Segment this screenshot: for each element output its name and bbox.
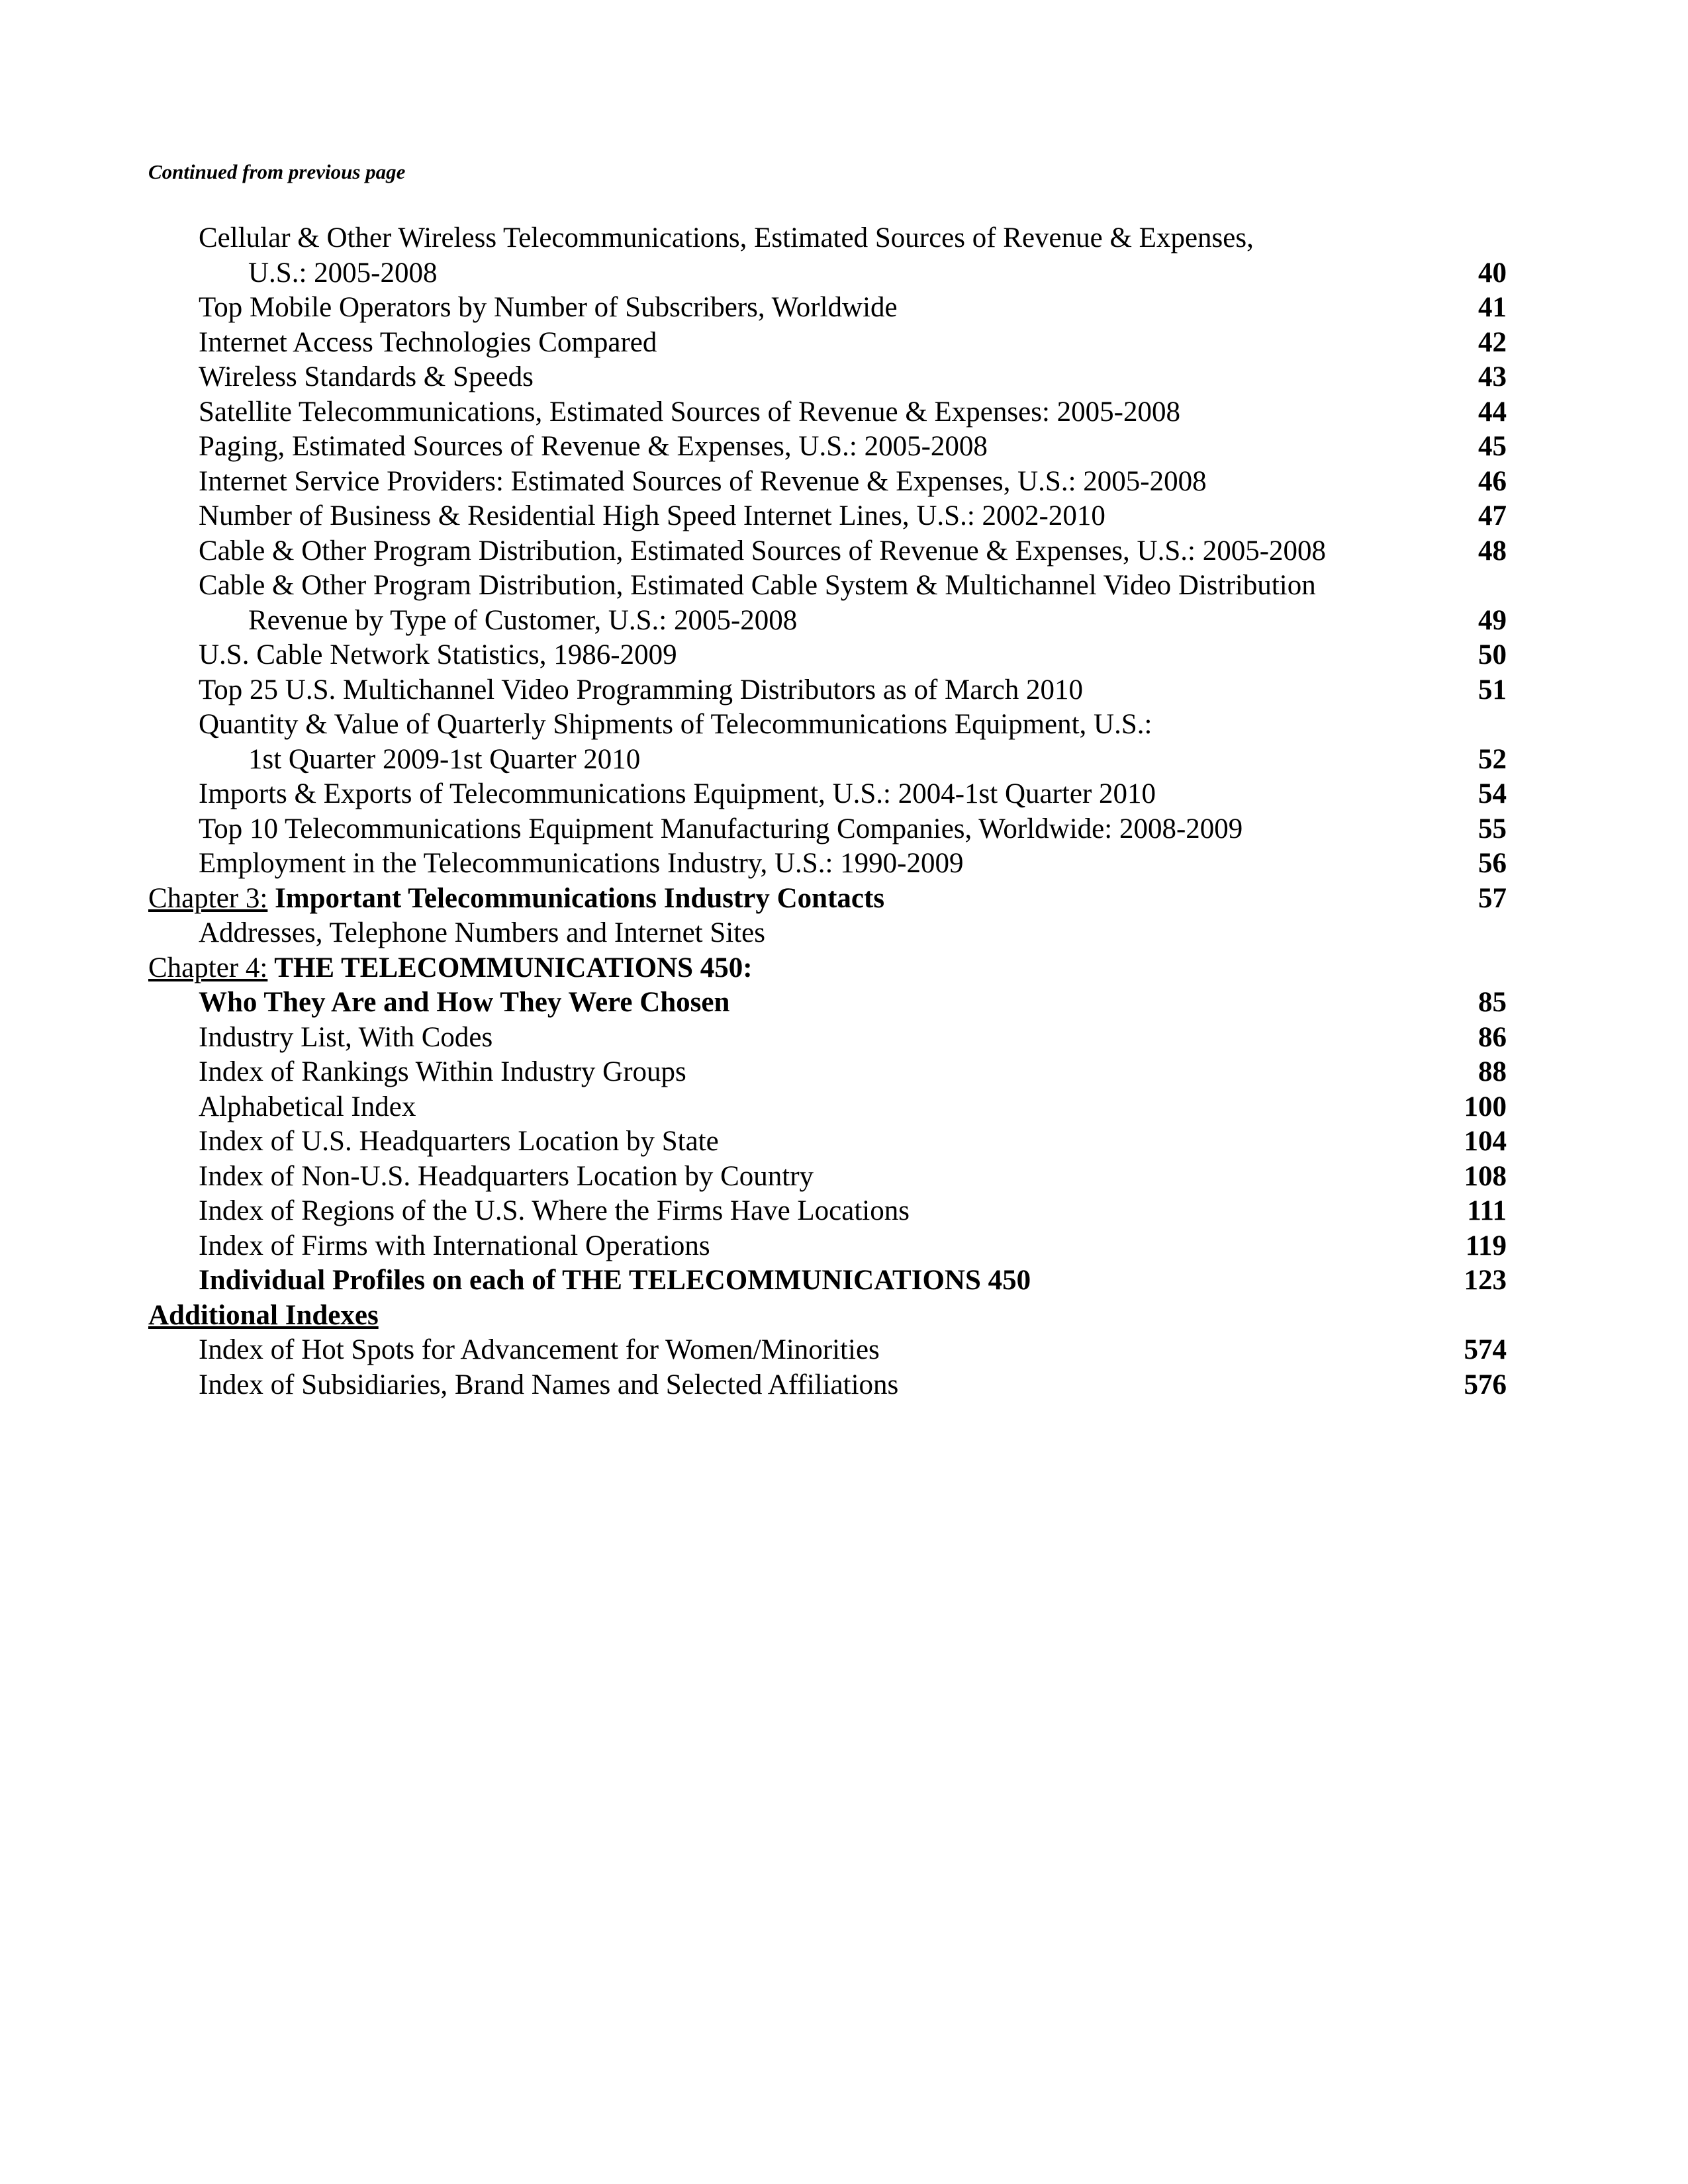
toc-page-number: 86 (1478, 1021, 1507, 1053)
continued-note: Continued from previous page (148, 160, 406, 183)
toc-entry (148, 1124, 1507, 1160)
toc-page-number: 119 (1465, 1230, 1507, 1261)
toc-entry (148, 1229, 1507, 1264)
toc-page-number: 51 (1478, 674, 1507, 705)
toc-entry-text: Wireless Standards & Speeds (199, 361, 534, 392)
toc-entry-text: Individual Profiles on each of THE TELECOMMUNICATIONS 450 (199, 1265, 1031, 1296)
toc-entry-text: Index of Rankings Within Industry Groups (199, 1056, 686, 1087)
toc-page-number: 111 (1467, 1195, 1507, 1226)
toc-entry-text: Top 25 U.S. Multichannel Video Programming Distributors as of March 2010 (199, 674, 1084, 705)
toc-entry (148, 638, 1507, 673)
toc-entry-text: Index of U.S. Headquarters Location by State (199, 1126, 719, 1157)
toc-page-number: 100 (1464, 1091, 1507, 1122)
toc-entry-cellular-cont (148, 256, 1507, 291)
toc-page-number: 50 (1478, 639, 1507, 670)
toc-entry-text: Employment in the Telecommunications Industry, U.S.: 1990-2009 (199, 848, 964, 879)
toc-entry-text: Quantity & Value of Quarterly Shipments of Telecommunications Equipment, U.S.: (199, 709, 1152, 740)
toc-entry-text: Alphabetical Index (199, 1091, 416, 1122)
toc-entry-text: Top 10 Telecommunications Equipment Manufacturing Companies, Worldwide: 2008-2009 (199, 813, 1243, 844)
toc-entry-shipments-cont (148, 743, 1507, 778)
chapter-heading (148, 951, 753, 985)
toc-page-number: 55 (1478, 813, 1507, 844)
chapter-heading (148, 882, 884, 916)
toc-entry-cable-system (148, 569, 1507, 604)
toc-entry-text: Industry List, With Codes (199, 1021, 493, 1053)
toc-entry (148, 499, 1507, 534)
toc-page-number: 45 (1478, 431, 1507, 462)
toc-entry (148, 777, 1507, 812)
toc-entry (148, 326, 1507, 361)
toc-entry-text: Internet Service Providers: Estimated Sources of Revenue & Expenses, U.S.: 2005-2008 (199, 465, 1207, 497)
toc-entry (148, 846, 1507, 882)
toc-entry (148, 430, 1507, 465)
toc-page-number: 104 (1464, 1126, 1507, 1157)
toc-entry-text: Number of Business & Residential High Speed Internet Lines, U.S.: 2002-2010 (199, 500, 1105, 531)
toc-page-number: 123 (1464, 1265, 1507, 1296)
toc-entry-text: Satellite Telecommunications, Estimated Sources of Revenue & Expenses: 2005-2008 (199, 396, 1180, 428)
toc-page-number: 57 (1478, 882, 1507, 914)
toc-page-number: 85 (1478, 987, 1507, 1018)
toc-entry (148, 534, 1507, 569)
toc-entry (148, 395, 1507, 430)
toc-entry (148, 1368, 1507, 1403)
toc-entry-text: Index of Regions of the U.S. Where the Firms Have Locations (199, 1195, 910, 1226)
toc-entry (148, 673, 1507, 708)
table-of-contents (148, 221, 1507, 1402)
toc-entry-text: Index of Subsidiaries, Brand Names and Selected Affiliations (199, 1369, 899, 1400)
toc-entry (148, 1021, 1507, 1056)
toc-entry (148, 1160, 1507, 1195)
toc-chapter-4 (148, 951, 1507, 986)
chapter-title: Important Telecommunications Industry Contacts (267, 882, 885, 914)
toc-entry-cellular (148, 221, 1507, 256)
toc-page-number: 43 (1478, 361, 1507, 392)
toc-entry (148, 812, 1507, 847)
toc-entry (148, 1194, 1507, 1229)
toc-entry-text: Addresses, Telephone Numbers and Internet Sites (199, 917, 765, 948)
toc-page-number: 574 (1464, 1334, 1507, 1365)
toc-entry-shipments (148, 707, 1507, 743)
toc-entry-cable-system-cont (148, 604, 1507, 639)
toc-page-number: 46 (1478, 465, 1507, 497)
toc-entry (148, 985, 1507, 1021)
toc-entry-text: Index of Non-U.S. Headquarters Location by Country (199, 1160, 814, 1192)
chapter-label: Chapter 4: (148, 952, 268, 983)
toc-page-number: 54 (1478, 778, 1507, 809)
toc-page-number: 41 (1478, 292, 1507, 323)
toc-entry (148, 916, 1507, 951)
toc-entry (148, 1090, 1507, 1125)
toc-page-number: 52 (1478, 743, 1507, 775)
toc-page-number: 108 (1464, 1160, 1507, 1192)
toc-entry-text: Who They Are and How They Were Chosen (199, 987, 730, 1018)
toc-page-number: 88 (1478, 1056, 1507, 1087)
toc-page-number: 56 (1478, 848, 1507, 879)
toc-entry-text: Imports & Exports of Telecommunications Equipment, U.S.: 2004-1st Quarter 2010 (199, 778, 1156, 809)
chapter-title: THE TELECOMMUNICATIONS 450: (267, 952, 753, 983)
toc-entry (148, 291, 1507, 326)
toc-entry (148, 360, 1507, 395)
toc-page-number: 40 (1478, 257, 1507, 289)
toc-entry-text: Revenue by Type of Customer, U.S.: 2005-2008 (248, 604, 798, 636)
toc-entry-text: Index of Hot Spots for Advancement for Women/Minorities (199, 1334, 880, 1365)
chapter-label: Chapter 3: (148, 882, 268, 914)
toc-entry-text: Cable & Other Program Distribution, Estimated Sources of Revenue & Expenses, U.S.: 2005-2008 (199, 535, 1327, 567)
toc-additional-indexes (148, 1298, 1507, 1334)
toc-entry (148, 1055, 1507, 1090)
toc-entry (148, 465, 1507, 500)
toc-entry-text: Cable & Other Program Distribution, Estimated Cable System & Multichannel Video Distribution (199, 570, 1316, 601)
toc-chapter-3 (148, 882, 1507, 917)
toc-entry-text: Index of Firms with International Operations (199, 1230, 710, 1261)
section-heading: Additional Indexes (148, 1299, 379, 1331)
toc-entry-text: 1st Quarter 2009-1st Quarter 2010 (248, 743, 641, 775)
toc-entry-text: U.S. Cable Network Statistics, 1986-2009 (199, 639, 677, 670)
toc-page-number: 42 (1478, 326, 1507, 358)
toc-page-number: 47 (1478, 500, 1507, 531)
toc-page-number: 44 (1478, 396, 1507, 428)
toc-page-number: 48 (1478, 535, 1507, 567)
toc-entry-text: Top Mobile Operators by Number of Subscribers, Worldwide (199, 292, 898, 323)
toc-page-number: 576 (1464, 1369, 1507, 1400)
toc-entry-text: Paging, Estimated Sources of Revenue & Expenses, U.S.: 2005-2008 (199, 431, 988, 462)
toc-page-number: 49 (1478, 604, 1507, 636)
toc-entry-text: Cellular & Other Wireless Telecommunications, Estimated Sources of Revenue & Expenses, (199, 222, 1254, 253)
toc-entry-text: U.S.: 2005-2008 (248, 257, 438, 289)
toc-entry (148, 1333, 1507, 1368)
toc-entry-text: Internet Access Technologies Compared (199, 326, 657, 358)
toc-entry (148, 1263, 1507, 1298)
